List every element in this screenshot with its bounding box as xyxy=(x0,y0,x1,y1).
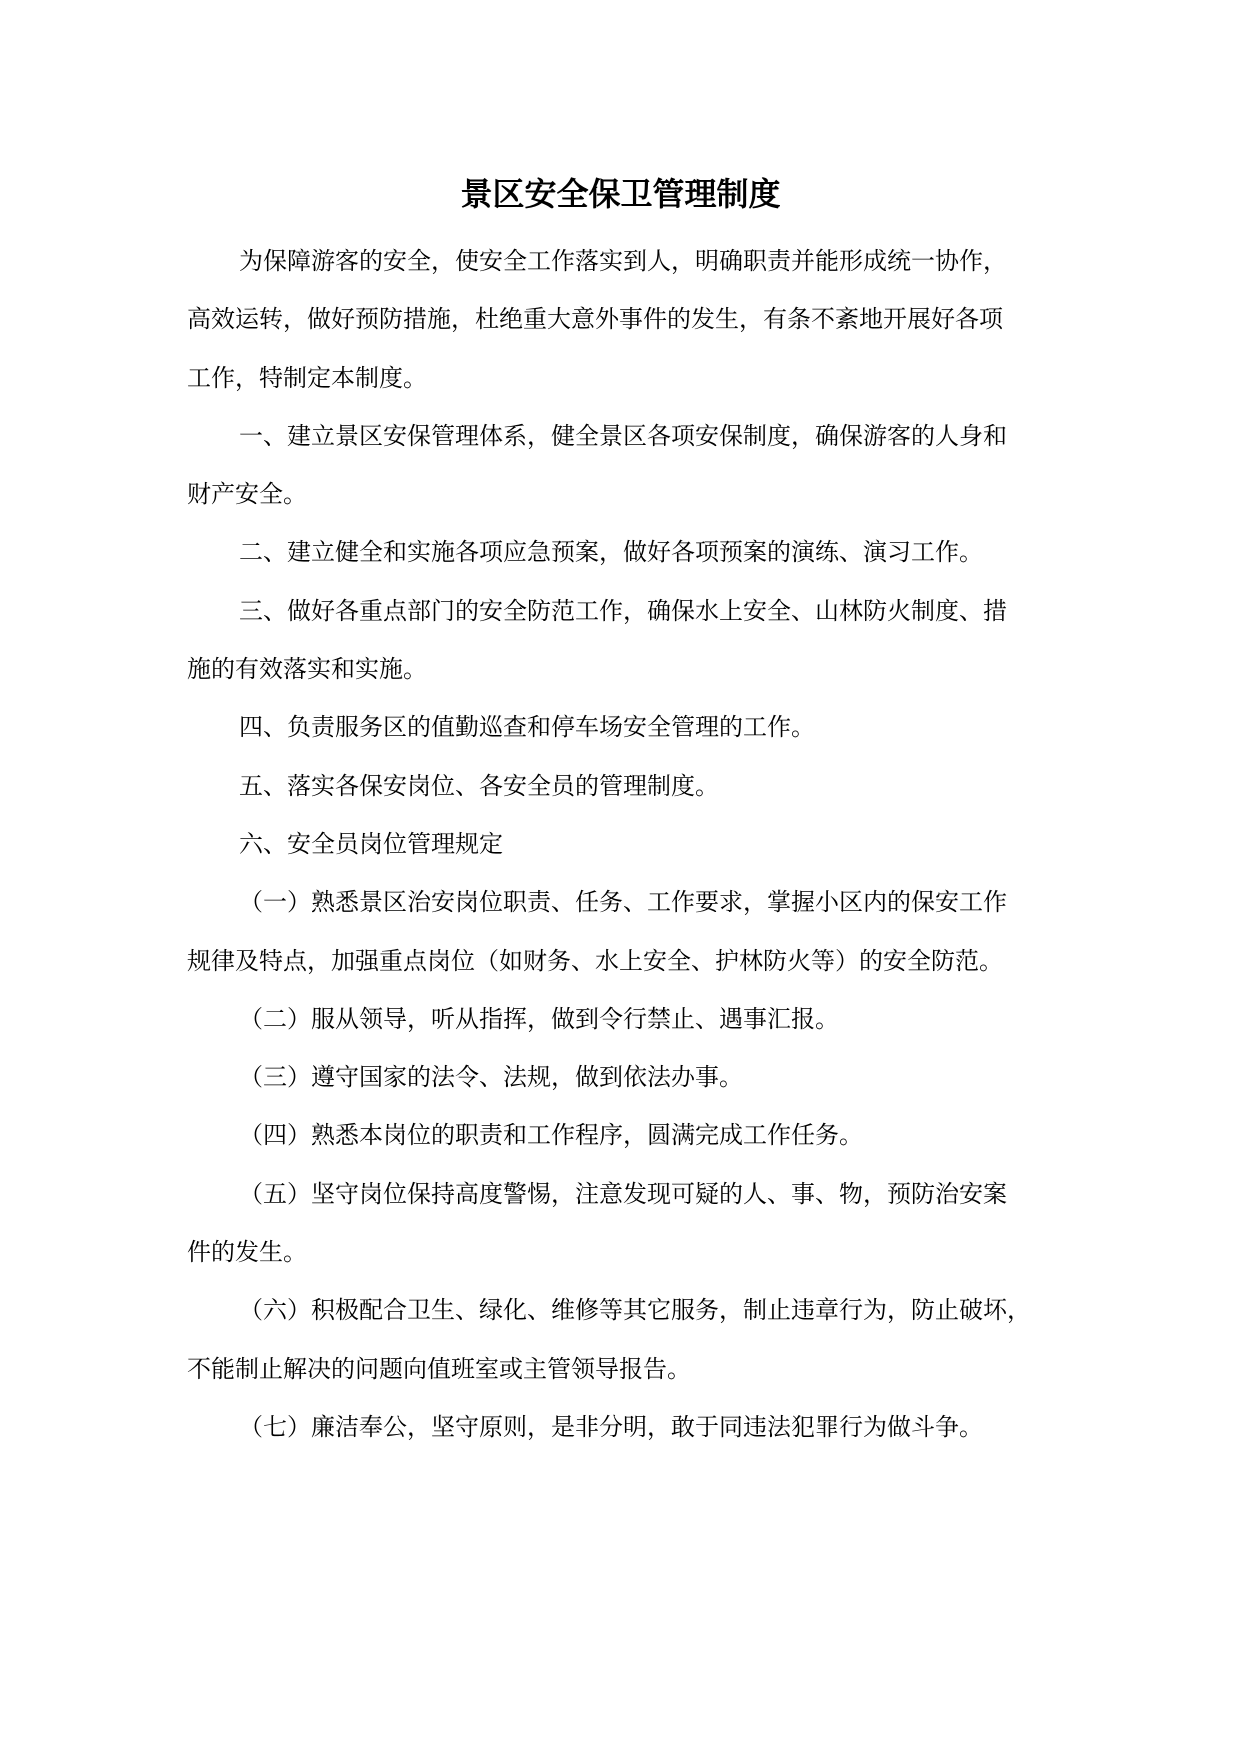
paragraph-line: 三、做好各重点部门的安全防范工作，确保水上安全、山林防火制度、措 xyxy=(239,596,1007,625)
paragraph-line: （一）熟悉景区治安岗位职责、任务、工作要求，掌握小区内的保安工作 xyxy=(239,888,1007,917)
paragraph xyxy=(187,582,1047,699)
paragraph-line: 一、建立景区安保管理体系，健全景区各项安保制度，确保游客的人身和 xyxy=(239,421,1007,450)
paragraph-line: 五、落实各保安岗位、各安全员的管理制度。 xyxy=(239,771,719,800)
paragraph xyxy=(187,1106,1047,1164)
paragraph-line: （四）熟悉本岗位的职责和工作程序，圆满完成工作任务。 xyxy=(239,1121,863,1150)
paragraph xyxy=(187,1048,1047,1106)
paragraph-line: 工作，特制定本制度。 xyxy=(187,363,427,392)
paragraph-line: 四、负责服务区的值勤巡查和停车场安全管理的工作。 xyxy=(239,713,815,742)
paragraph-line: 为保障游客的安全，使安全工作落实到人，明确职责并能形成统一协作， xyxy=(239,247,1007,275)
paragraph-line: 二、建立健全和实施各项应急预案，做好各项预案的演练、演习工作。 xyxy=(239,538,983,567)
paragraph xyxy=(187,232,1047,407)
paragraph-line: （五）坚守岗位保持高度警惕，注意发现可疑的人、事、物，预防治安案 xyxy=(239,1179,1007,1208)
paragraph-line: 规律及特点，加强重点岗位（如财务、水上安全、护林防火等）的安全防范。 xyxy=(187,946,1003,975)
paragraph xyxy=(187,873,1047,990)
paragraph xyxy=(187,1165,1047,1282)
paragraph-line: （七）廉洁奉公，坚守原则，是非分明，敢于同违法犯罪行为做斗争。 xyxy=(239,1412,983,1441)
paragraph xyxy=(187,698,1047,756)
paragraph-line: （二）服从领导，听从指挥，做到令行禁止、遇事汇报。 xyxy=(239,1004,839,1033)
page-title: 景区安全保卫管理制度 xyxy=(460,175,781,213)
paragraph-line: 高效运转，做好预防措施，杜绝重大意外事件的发生，有条不紊地开展好各项 xyxy=(187,305,1003,334)
paragraph xyxy=(187,815,1047,873)
paragraph xyxy=(187,523,1047,581)
paragraph xyxy=(187,757,1047,815)
paragraph xyxy=(187,407,1047,524)
paragraph-line: （六）积极配合卫生、绿化、维修等其它服务，制止违章行为，防止破坏， xyxy=(239,1296,1031,1325)
paragraph-line: 不能制止解决的问题向值班室或主管领导报告。 xyxy=(187,1354,691,1383)
paragraph xyxy=(187,1281,1047,1398)
document-body xyxy=(187,232,1047,1456)
paragraph-line: （三）遵守国家的法令、法规，做到依法办事。 xyxy=(239,1063,743,1092)
paragraph xyxy=(187,990,1047,1048)
paragraph-line: 施的有效落实和实施。 xyxy=(187,655,427,684)
paragraph-line: 六、安全员岗位管理规定 xyxy=(239,829,503,858)
paragraph-line: 财产安全。 xyxy=(187,480,307,509)
paragraph-line: 件的发生。 xyxy=(187,1238,307,1267)
paragraph xyxy=(187,1398,1047,1456)
